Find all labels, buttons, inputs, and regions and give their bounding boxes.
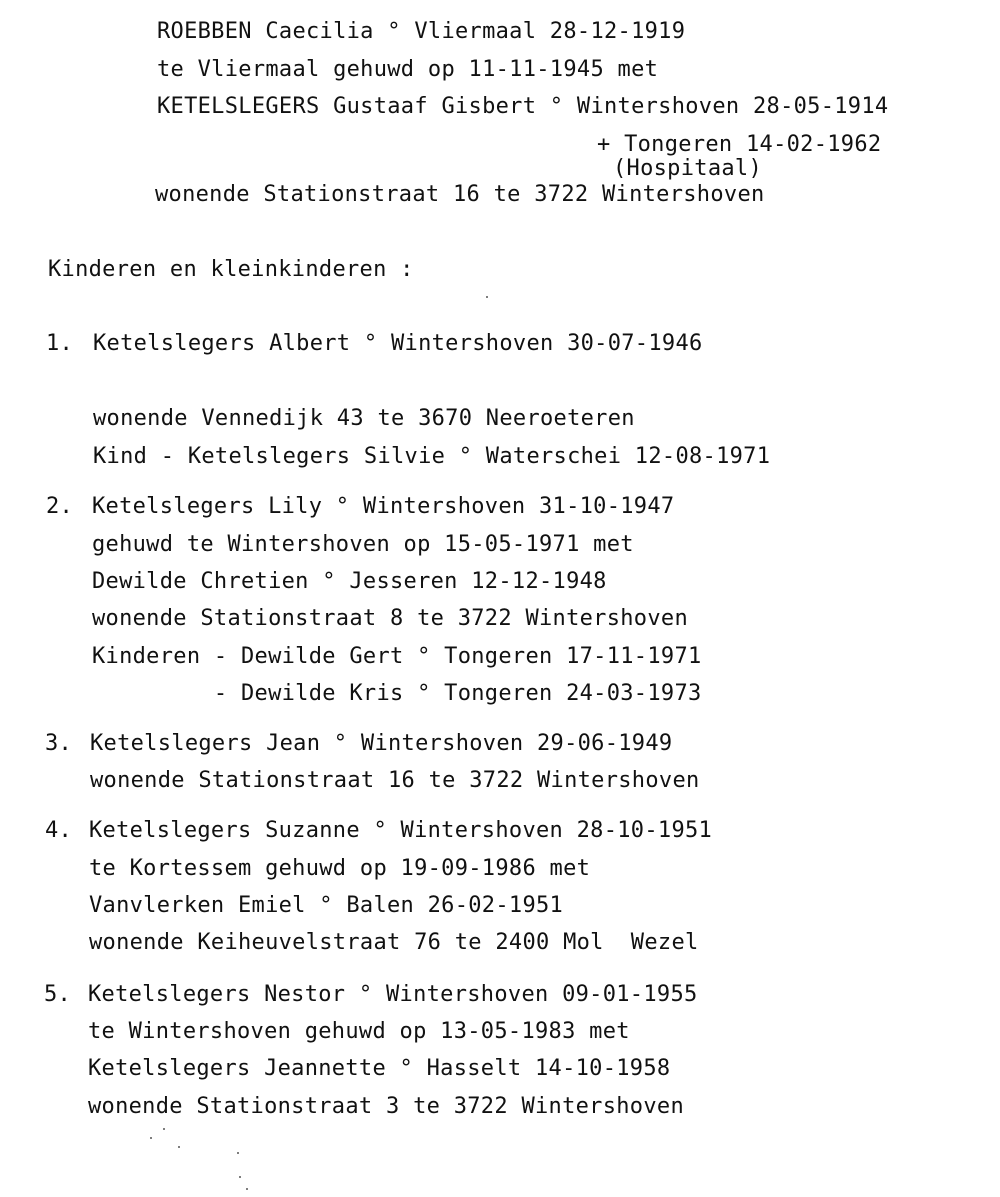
child-5-line-1: Ketelslegers Nestor ° Wintershoven 09-01-1955 — [88, 982, 698, 1007]
child-3-line-2: wonende Stationstraat 16 te 3722 Wintershoven — [90, 768, 700, 793]
scan-speck — [239, 1176, 241, 1178]
scan-speck — [178, 1146, 180, 1148]
child-1-line-1: Ketelslegers Albert ° Wintershoven 30-07-1946 — [93, 331, 703, 356]
child-4-line-2: te Kortessem gehuwd op 19-09-1986 met — [89, 856, 591, 881]
child-2-line-5: Kinderen - Dewilde Gert ° Tongeren 17-11-1971 — [92, 644, 702, 669]
header-line-2: te Vliermaal gehuwd op 11-11-1945 met — [157, 57, 659, 82]
scan-speck — [237, 1152, 239, 1154]
header-death-note: (Hospitaal) — [613, 156, 762, 181]
child-5-line-4: wonende Stationstraat 3 te 3722 Wintershoven — [88, 1094, 684, 1119]
child-4-line-4: wonende Keiheuvelstraat 76 te 2400 Mol Wezel — [89, 930, 699, 955]
child-2-number: 2. — [46, 494, 74, 519]
child-1-line-2: wonende Vennedijk 43 te 3670 Neeroeteren — [93, 406, 635, 431]
scan-speck — [486, 296, 488, 298]
scan-speck — [150, 1137, 152, 1139]
child-4-line-1: Ketelslegers Suzanne ° Wintershoven 28-10-1951 — [89, 818, 713, 843]
child-1-line-3: Kind - Ketelslegers Silvie ° Waterschei 12-08-1971 — [93, 444, 771, 469]
child-5-line-2: te Wintershoven gehuwd op 13-05-1983 met — [88, 1019, 630, 1044]
child-3-number: 3. — [45, 731, 73, 756]
header-death: + Tongeren 14-02-1962 — [597, 132, 882, 157]
child-2-line-1: Ketelslegers Lily ° Wintershoven 31-10-1947 — [92, 494, 675, 519]
child-3-line-1: Ketelslegers Jean ° Wintershoven 29-06-1949 — [90, 731, 673, 756]
child-4-line-3: Vanvlerken Emiel ° Balen 26-02-1951 — [89, 893, 564, 918]
child-2-line-2: gehuwd te Wintershoven op 15-05-1971 met — [92, 532, 634, 557]
child-4-number: 4. — [45, 818, 73, 843]
header-residence: wonende Stationstraat 16 te 3722 Wintershoven — [155, 182, 765, 207]
child-2-line-4: wonende Stationstraat 8 te 3722 Wintershoven — [92, 606, 688, 631]
header-line-1: ROEBBEN Caecilia ° Vliermaal 28-12-1919 — [157, 19, 686, 44]
child-5-line-3: Ketelslegers Jeannette ° Hasselt 14-10-1958 — [88, 1056, 671, 1081]
child-2-line-6: - Dewilde Kris ° Tongeren 24-03-1973 — [92, 681, 702, 706]
scan-speck — [163, 1128, 165, 1130]
section-heading: Kinderen en kleinkinderen : — [48, 257, 414, 282]
header-line-3: KETELSLEGERS Gustaaf Gisbert ° Wintershoven 28-05-1914 — [157, 94, 889, 119]
scan-speck — [246, 1188, 248, 1190]
child-2-line-3: Dewilde Chretien ° Jesseren 12-12-1948 — [92, 569, 607, 594]
child-1-number: 1. — [46, 331, 74, 356]
child-5-number: 5. — [44, 982, 72, 1007]
